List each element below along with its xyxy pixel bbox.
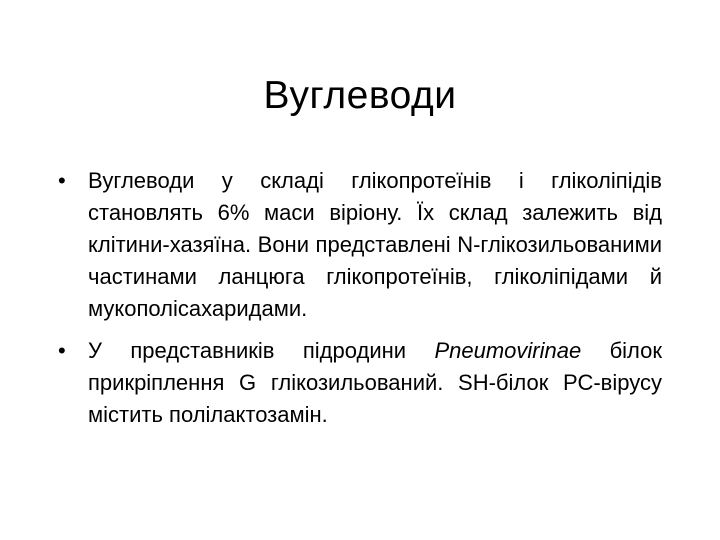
- slide-title: Вуглеводи: [263, 74, 457, 117]
- bullet-text: Вуглеводи у складі глікопротеїнів і гліколіпідів становлять 6% маси віріону. Їх склад залежить від клітини-хазяїна. Вони представлені N-глікозильованими частинами ланцюга глікопротеїнів, гліколіпідами й мукополісахаридами.: [88, 168, 662, 321]
- bullet-list: [58, 165, 662, 441]
- bullet-text: [88, 338, 662, 427]
- bullet-dot-icon: •: [58, 338, 66, 363]
- bullet-text-after: білок прикріплення G глікозильований. SH-білок РС-вірусу містить полілактозамін.: [88, 338, 662, 427]
- bullet-item: [58, 335, 662, 431]
- bullet-text-before: У представників підродини: [88, 338, 435, 363]
- bullet-text-italic: Pneumovirinae: [434, 338, 582, 363]
- bullet-dot-icon: •: [58, 168, 66, 193]
- bullet-item: [58, 165, 662, 325]
